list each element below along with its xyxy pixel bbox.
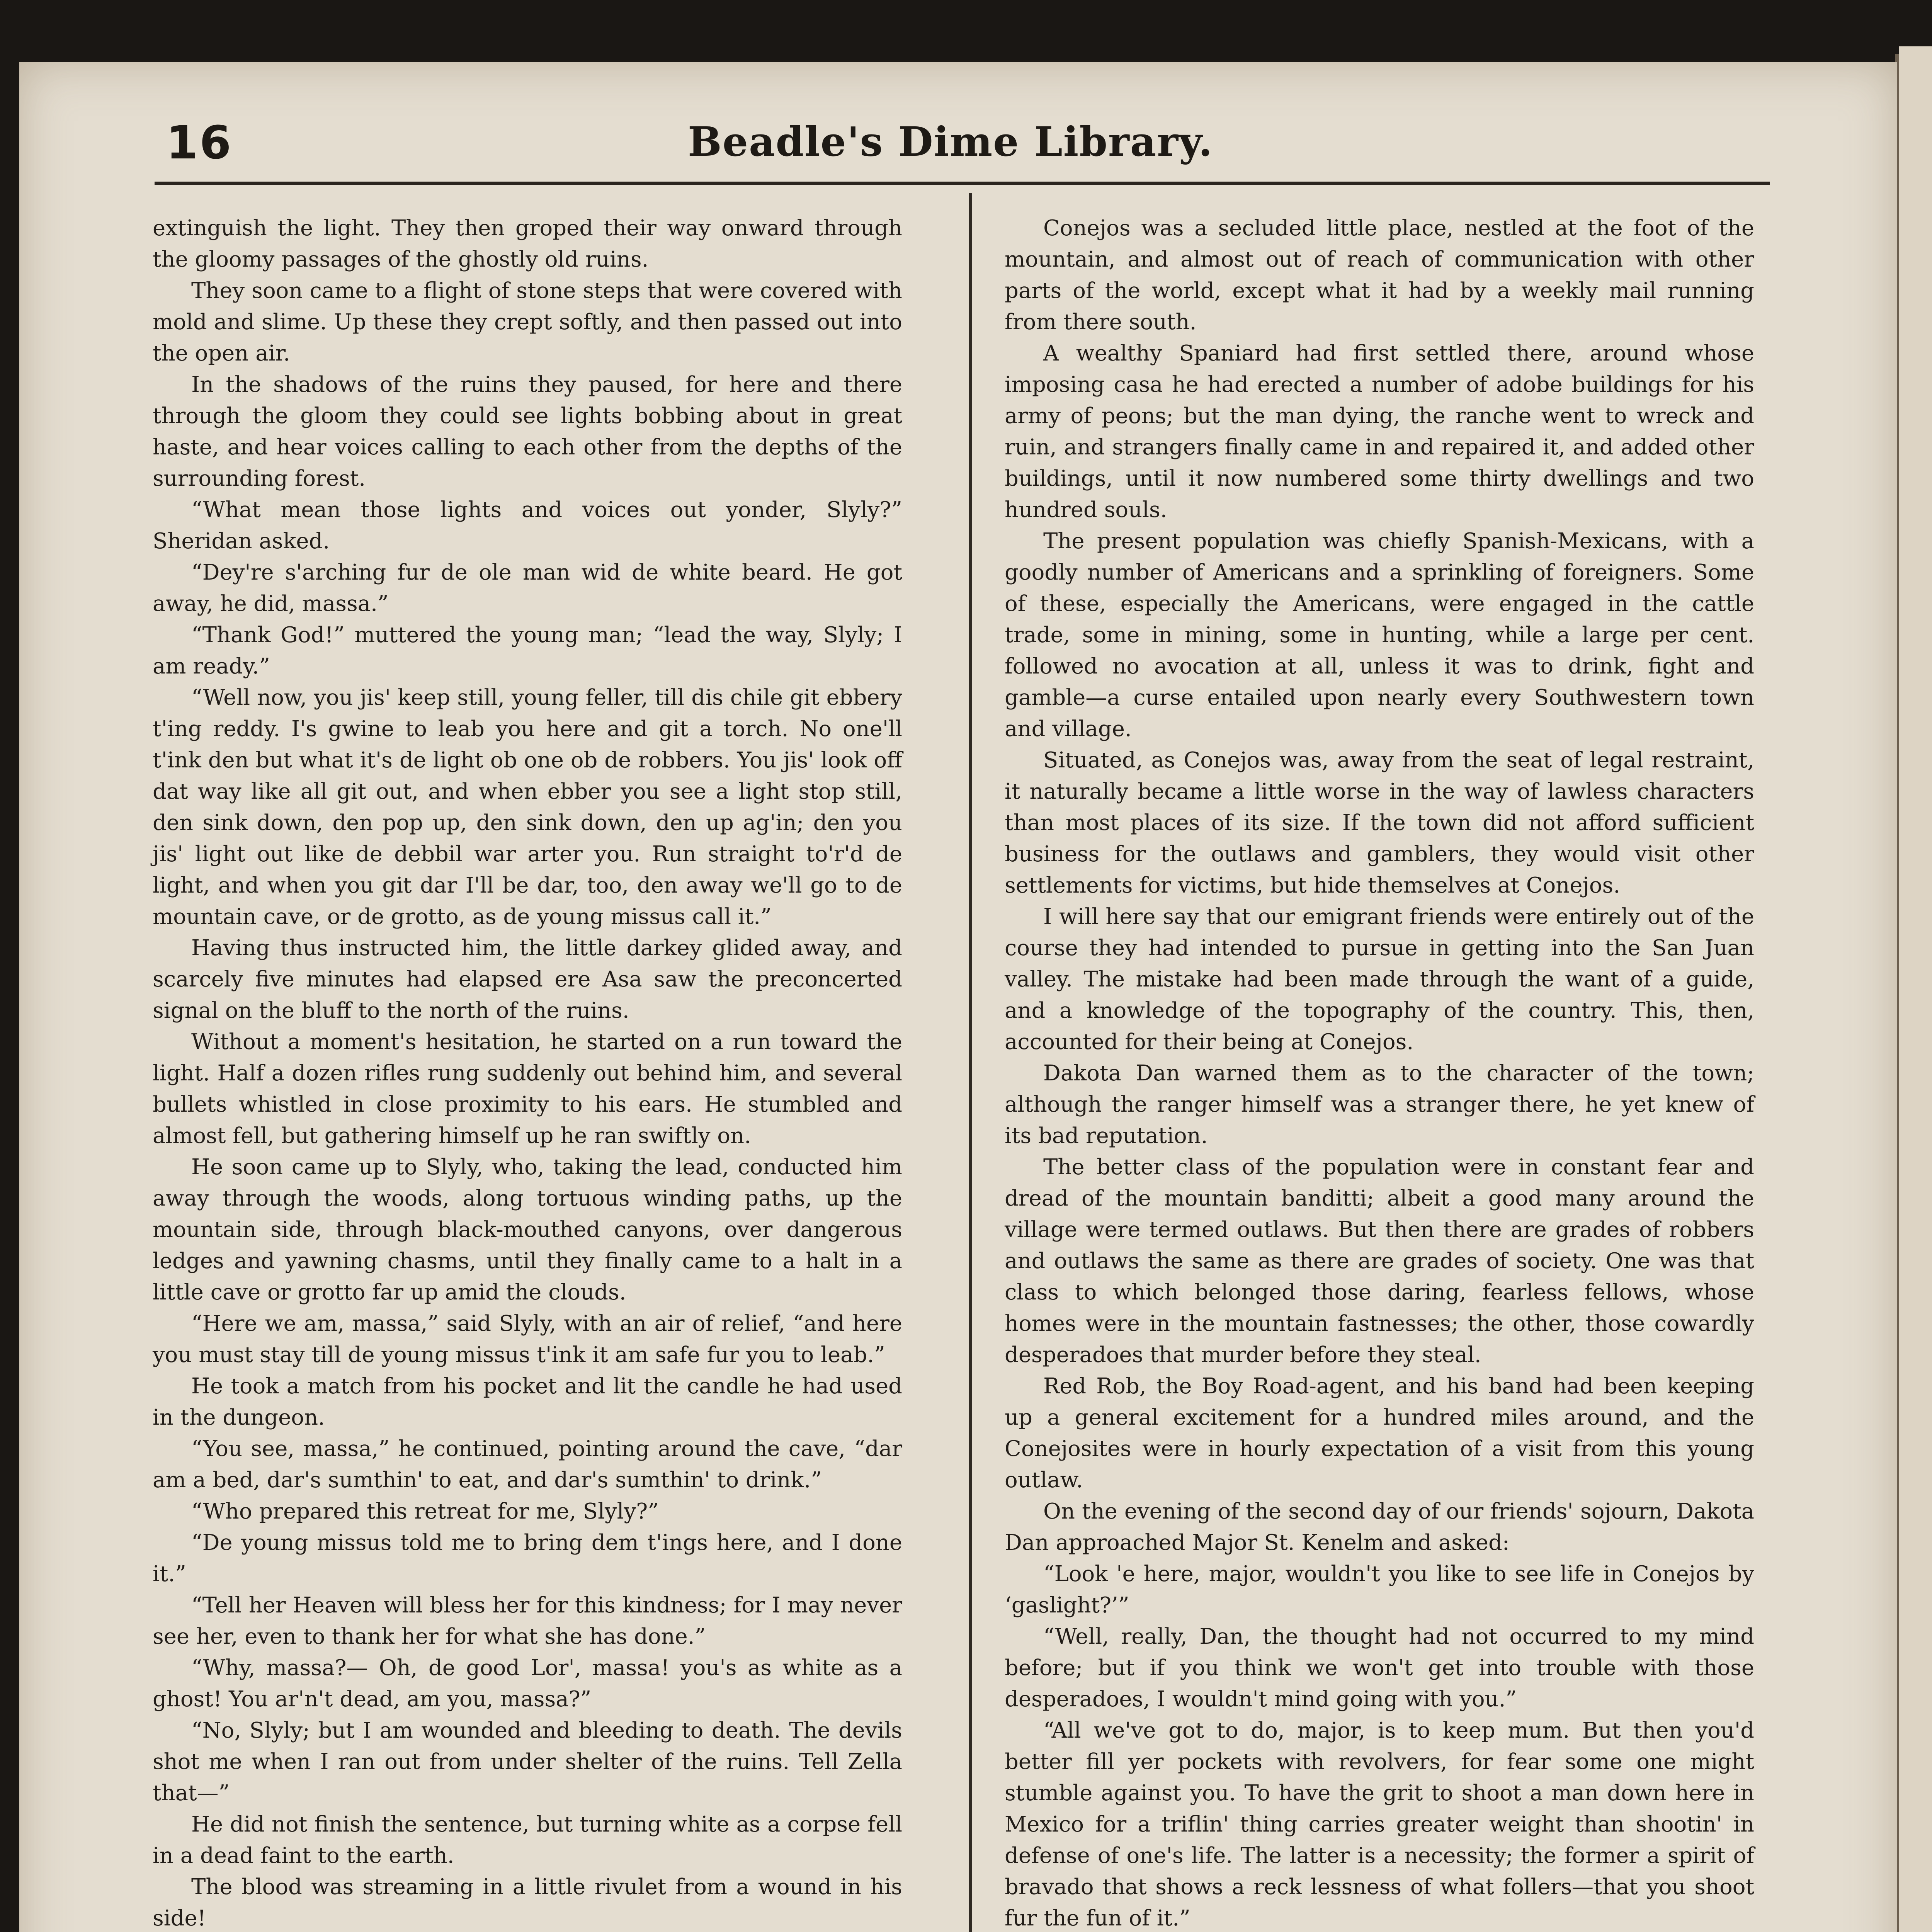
paragraph: “No, Slyly; but I am wounded and bleeding to death. The devils shot me when I ran out from under shelter of the ruins. Tell Zella that—” xyxy=(153,1718,902,1806)
paragraph: “What mean those lights and voices out yonder, Slyly?” Sheridan asked. xyxy=(153,497,902,554)
paragraph: “Thank God!” muttered the young man; “lead the way, Slyly; I am ready.” xyxy=(153,622,902,679)
right-column xyxy=(1005,213,1754,1932)
paragraph: In the shadows of the ruins they paused, for here and there through the gloom they could see lights bobbing about in great haste, and hear voices calling to each other from the depths of the surrounding forest. xyxy=(153,372,902,491)
paragraph: He did not finish the sentence, but turning white as a corpse fell in a dead faint to the earth. xyxy=(153,1812,902,1868)
paragraph: The blood was streaming in a little rivulet from a wound in his side! xyxy=(153,1874,902,1931)
paragraph: I will here say that our emigrant friends were entirely out of the course they had intended to pursue in getting into the San Juan valley. The mistake had been made through the want of a guide, and a knowledge of the topography of the country. This, then, accounted for their being at Conejos. xyxy=(1005,904,1754,1054)
paragraph: “Well, really, Dan, the thought had not occurred to my mind before; but if you think we won't get into trouble with those desperadoes, I wouldn't mind going with you.” xyxy=(1005,1624,1754,1712)
paragraph: “All we've got to do, major, is to keep mum. But then you'd better fill yer pockets with revolvers, for fear some one might stumble against you. To have the grit to shoot a man down here in Mexico for a triflin' thing carries greater weight than shootin' in defense of one's life. The latter is a necessity; the former a spirit of bravado that shows a reck lessness of what follers—that you shoot fur the fun of it.” xyxy=(1005,1718,1754,1931)
page-number: 16 xyxy=(166,116,233,169)
paragraph: “Here we am, massa,” said Slyly, with an air of relief, “and here you must stay till de young missus t'ink it am safe fur you to leab.” xyxy=(153,1311,902,1367)
paragraph: “De young missus told me to bring dem t'ings here, and I done it.” xyxy=(153,1530,902,1587)
masthead-title: Beadle's Dime Library. xyxy=(688,118,1213,165)
adjacent-page-edge xyxy=(1899,46,1932,1932)
paragraph: He soon came up to Slyly, who, taking the lead, conducted him away through the woods, along tortuous winding paths, up the mountain side, through black-mouthed canyons, over dangerous ledges and yawning chasms, until they finally came to a halt in a little cave or grotto far up amid the clouds. xyxy=(153,1155,902,1305)
paragraph: “You see, massa,” he continued, pointing around the cave, “dar am a bed, dar's sumthin' to eat, and dar's sumthin' to drink.” xyxy=(153,1436,902,1493)
paragraph: Conejos was a secluded little place, nestled at the foot of the mountain, and almost out of reach of communication with other parts of the world, except what it had by a weekly mail running from there south. xyxy=(1005,216,1754,335)
paragraph: The better class of the population were in constant fear and dread of the mountain banditti; albeit a good many around the village were termed outlaws. But then there are grades of robbers and outlaws the same as there are grades of society. One was that class to which belonged those daring, fearless fellows, whose homes were in the mountain fastnesses; the other, those cowardly desperadoes that murder before they steal. xyxy=(1005,1155,1754,1367)
paragraph: Dakota Dan warned them as to the character of the town; although the ranger himself was a stranger there, he yet knew of its bad reputation. xyxy=(1005,1061,1754,1148)
paragraph: “Tell her Heaven will bless her for this kindness; for I may never see her, even to thank her for what she has done.” xyxy=(153,1593,902,1649)
column-divider xyxy=(969,193,972,1932)
paragraph: Having thus instructed him, the little darkey glided away, and scarcely five minutes had elapsed ere Asa saw the preconcerted signal on the bluff to the north of the ruins. xyxy=(153,935,902,1023)
paragraph: The present population was chiefly Spanish-Mexicans, with a goodly number of Americans and a sprinkling of foreigners. Some of these, especially the Americans, were engaged in the cattle trade, some in mining, some in hunting, while a large per cent. followed no avocation at all, unless it was to drink, fight and gamble—a curse entailed upon nearly every Southwestern town and village. xyxy=(1005,529,1754,742)
left-column xyxy=(153,213,902,1932)
paragraph: Situated, as Conejos was, away from the seat of legal restraint, it naturally became a little worse in the way of lawless characters than most places of its size. If the town did not afford sufficient business for the outlaws and gamblers, they would visit other settlements for victims, but hide themselves at Conejos. xyxy=(1005,748,1754,898)
paragraph: “Look 'e here, major, wouldn't you like to see life in Conejos by ‘gaslight?’” xyxy=(1005,1561,1754,1618)
paragraph: Red Rob, the Boy Road-agent, and his band had been keeping up a general excitement for a hundred miles around, and the Conejosites were in hourly expectation of a visit from this young outlaw. xyxy=(1005,1374,1754,1493)
paragraph: “Well now, you jis' keep still, young feller, till dis chile git ebbery t'ing reddy. I's gwine to leab you here and git a torch. No one'll t'ink den but what it's de light ob one ob de robbers. You jis' look off dat way like all git out, and when ebber you see a light stop still, den sink down, den pop up, den sink down, den up ag'in; den you jis' light out like de debbil war arter you. Run straight to'r'd de light, and when you git dar I'll be dar, too, den away we'll go to de mountain cave, or de grotto, as de young missus call it.” xyxy=(153,685,902,929)
paragraph: “Dey're s'arching fur de ole man wid de white beard. He got away, he did, massa.” xyxy=(153,560,902,616)
paragraph: A wealthy Spaniard had first settled there, around whose imposing casa he had erected a number of adobe buildings for his army of peons; but the man dying, the ranche went to wreck and ruin, and strangers finally came in and repaired it, and added other buildings, until it now numbered some thirty dwellings and two hundred souls. xyxy=(1005,341,1754,522)
paragraph: Without a moment's hesitation, he started on a run toward the light. Half a dozen rifles rung suddenly out behind him, and several bullets whistled in close proximity to his ears. He stumbled and almost fell, but gathering himself up he ran swiftly on. xyxy=(153,1029,902,1148)
header-rule xyxy=(155,182,1770,185)
paragraph: He took a match from his pocket and lit the candle he had used in the dungeon. xyxy=(153,1374,902,1430)
paragraph: extinguish the light. They then groped their way onward through the gloomy passages of the ghostly old ruins. xyxy=(153,216,902,272)
paragraph: They soon came to a flight of stone steps that were covered with mold and slime. Up these they crept softly, and then passed out into the open air. xyxy=(153,278,902,366)
paragraph: “Who prepared this retreat for me, Slyly?” xyxy=(191,1499,659,1524)
paragraph: “Why, massa?— Oh, de good Lor', massa! you's as white as a ghost! You ar'n't dead, am you, massa?” xyxy=(153,1655,902,1712)
paragraph: On the evening of the second day of our friends' sojourn, Dakota Dan approached Major St. Kenelm and asked: xyxy=(1005,1499,1754,1555)
